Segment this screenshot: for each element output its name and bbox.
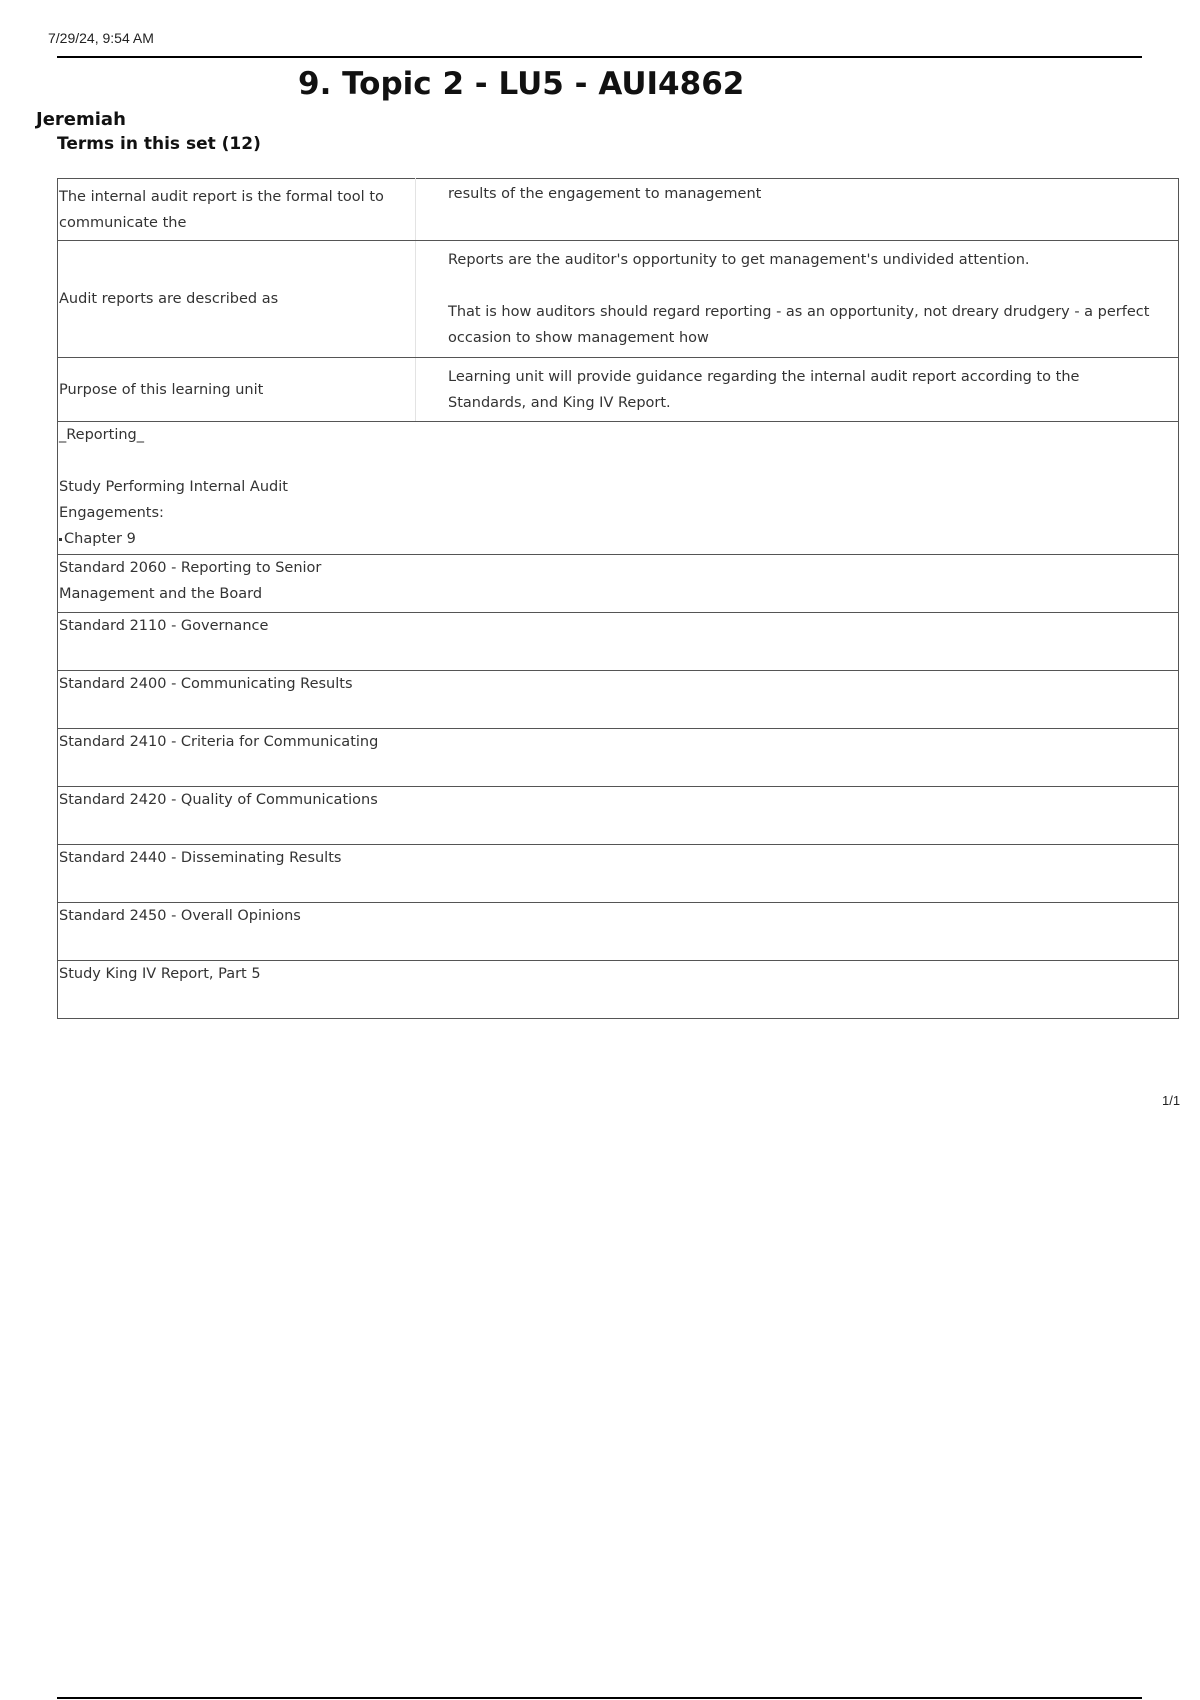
term-row: [58, 179, 1179, 241]
term-text: Standard 2420 - Quality of Communications: [59, 792, 378, 808]
header-rule: [57, 56, 1142, 58]
term-text: Standard 2110 - Governance: [59, 618, 269, 634]
definition-text: That is how auditors should regard reporting - as an opportunity, not dreary drudgery - a perfect occasion to show management how: [448, 304, 1150, 346]
term-text: _Reporting_: [59, 427, 144, 443]
definition-text: Reports are the auditor's opportunity to get management's undivided attention.: [448, 252, 1030, 268]
definition-cell: [416, 179, 1179, 241]
definition-cell: [416, 903, 1179, 961]
term-row: [58, 555, 1179, 613]
definition-cell: [416, 358, 1179, 422]
term-row: [58, 422, 1179, 555]
definition-cell: [416, 845, 1179, 903]
term-cell: [58, 787, 416, 845]
definition-cell: [416, 555, 1179, 613]
footer-rule: [57, 1697, 1142, 1699]
term-cell: [58, 961, 416, 1019]
term-text: Engagements:: [59, 505, 164, 521]
term-text: Standard 2400 - Communicating Results: [59, 676, 353, 692]
term-cell: [58, 729, 416, 787]
term-row: [58, 613, 1179, 671]
term-row: [58, 241, 1179, 358]
term-cell: [58, 422, 416, 555]
term-cell: [58, 671, 416, 729]
term-cell: [58, 555, 416, 613]
term-text: Standard 2440 - Disseminating Results: [59, 850, 342, 866]
term-cell: [58, 241, 416, 358]
term-text: Standard 2410 - Criteria for Communicating: [59, 734, 379, 750]
term-row: [58, 671, 1179, 729]
definition-cell: [416, 787, 1179, 845]
definition-cell: [416, 729, 1179, 787]
definition-text: results of the engagement to management: [448, 186, 762, 202]
term-text: Standard 2060 - Reporting to Senior Management and the Board: [59, 560, 322, 602]
terms-table: [57, 178, 1179, 1019]
term-text: Study King IV Report, Part 5: [59, 966, 261, 982]
term-text: The internal audit report is the formal tool to communicate the: [59, 188, 384, 231]
page-number: 1/1: [1162, 1093, 1181, 1108]
term-row: [58, 358, 1179, 422]
term-cell: [58, 358, 416, 422]
terms-heading: Terms in this set (12): [57, 134, 261, 154]
term-cell: [58, 613, 416, 671]
definition-cell: [416, 241, 1179, 358]
term-text: Audit reports are described as: [59, 291, 279, 307]
definition-cell: [416, 613, 1179, 671]
term-text: Study Performing Internal Audit: [59, 479, 288, 495]
term-row: [58, 903, 1179, 961]
term-text: Standard 2450 - Overall Opinions: [59, 908, 301, 924]
term-bullet-text: Chapter 9: [64, 531, 136, 547]
term-row: [58, 729, 1179, 787]
term-row: [58, 961, 1179, 1019]
author-name: Jeremiah: [36, 109, 126, 130]
term-text: Purpose of this learning unit: [59, 381, 264, 398]
term-row: [58, 787, 1179, 845]
bullet-icon: [59, 538, 62, 541]
page-title: 9. Topic 2 - LU5 - AUI4862: [298, 66, 745, 102]
print-date: 7/29/24, 9:54 AM: [48, 30, 154, 46]
definition-cell: [416, 422, 1179, 555]
definition-cell: [416, 961, 1179, 1019]
definition-text: Learning unit will provide guidance regarding the internal audit report according to the Standards, and King IV Report.: [448, 368, 1080, 411]
term-cell: [58, 179, 416, 241]
term-row: [58, 845, 1179, 903]
term-bullet-item: [59, 526, 408, 552]
definition-cell: [416, 671, 1179, 729]
term-cell: [58, 845, 416, 903]
term-cell: [58, 903, 416, 961]
